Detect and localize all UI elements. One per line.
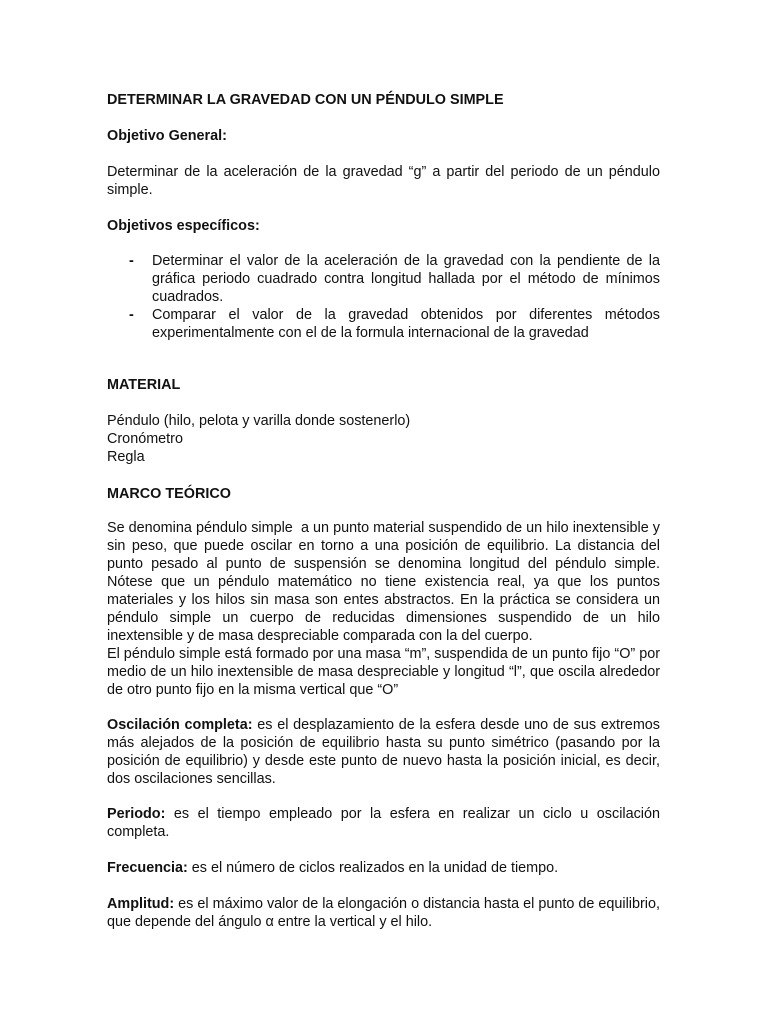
definition-term: Periodo: — [107, 806, 166, 822]
definition-text: es el máximo valor de la elongación o distancia hasta el punto de equilibrio, que depende del ángulo α entre la vertical y el hilo. — [107, 896, 660, 930]
bullet-dash: - — [129, 253, 134, 269]
marco-teorico-paragraph-2: El péndulo simple está formado por una masa “m”, suspendida de un punto fijo “O” por medio de un hilo inextensible de masa despreciable y longitud “l”, que oscila alrededor de otro punto fijo en la misma vertical que “O” — [107, 646, 660, 698]
definition-term: Frecuencia: — [107, 860, 188, 876]
definition-frecuencia — [107, 859, 660, 877]
objetivos-especificos-list — [107, 252, 660, 342]
list-item-text: Comparar el valor de la gravedad obtenidos por diferentes métodos experimentalmente con el de la formula internacional de la gravedad — [152, 307, 660, 341]
objetivo-general-text: Determinar de la aceleración de la gravedad “g” a partir del periodo de un péndulo simple. — [107, 164, 660, 198]
list-item — [107, 306, 660, 342]
definition-text: es el número de ciclos realizados en la unidad de tiempo. — [187, 860, 559, 876]
objetivos-especificos-heading: Objetivos específicos: — [107, 218, 260, 234]
list-item — [107, 252, 660, 306]
definition-oscilacion — [107, 716, 660, 788]
page-title: DETERMINAR LA GRAVEDAD CON UN PÉNDULO SIMPLE — [107, 92, 504, 108]
bullet-dash: - — [129, 307, 134, 323]
material-item: Regla — [107, 449, 145, 465]
definition-text: es el tiempo empleado por la esfera en realizar un ciclo u oscilación completa. — [107, 806, 660, 840]
material-item: Péndulo (hilo, pelota y varilla donde sostenerlo) — [107, 413, 411, 429]
marco-teorico-heading: MARCO TEÓRICO — [107, 486, 231, 502]
material-heading: MATERIAL — [107, 377, 181, 393]
list-item-text: Determinar el valor de la aceleración de la gravedad con la pendiente de la gráfica periodo cuadrado contra longitud hallada por el método de mínimos cuadrados. — [152, 253, 660, 305]
objetivo-general-heading: Objetivo General: — [107, 128, 227, 144]
marco-teorico-paragraph-1: Se denomina péndulo simple a un punto material suspendido de un hilo inextensible y sin peso, que puede oscilar en torno a una posición de equilibrio. La distancia del punto pesado al punto de suspensión se denomina longitud del péndulo simple. Nótese que un péndulo matemático no tiene existencia real, ya que los puntos materiales y los hilos sin masa son entes abstractos. En la práctica se considera un péndulo simple un cuerpo de reducidas dimensiones suspendido de un hilo inextensible y de masa despreciable comparada con la del cuerpo. — [107, 520, 664, 644]
definition-periodo — [107, 805, 660, 841]
definition-amplitud — [107, 895, 660, 931]
definition-term: Oscilación completa: — [107, 717, 253, 733]
material-item: Cronómetro — [107, 431, 183, 447]
definition-term: Amplitud: — [107, 896, 175, 912]
definition-text: es el desplazamiento de la esfera desde uno de sus extremos más alejados de la posición de equilibrio hasta su punto simétrico (pasando por la posición de equilibrio) y desde este punto de nuevo hasta la posición inicial, es decir, dos oscilaciones sencillas. — [107, 717, 661, 787]
